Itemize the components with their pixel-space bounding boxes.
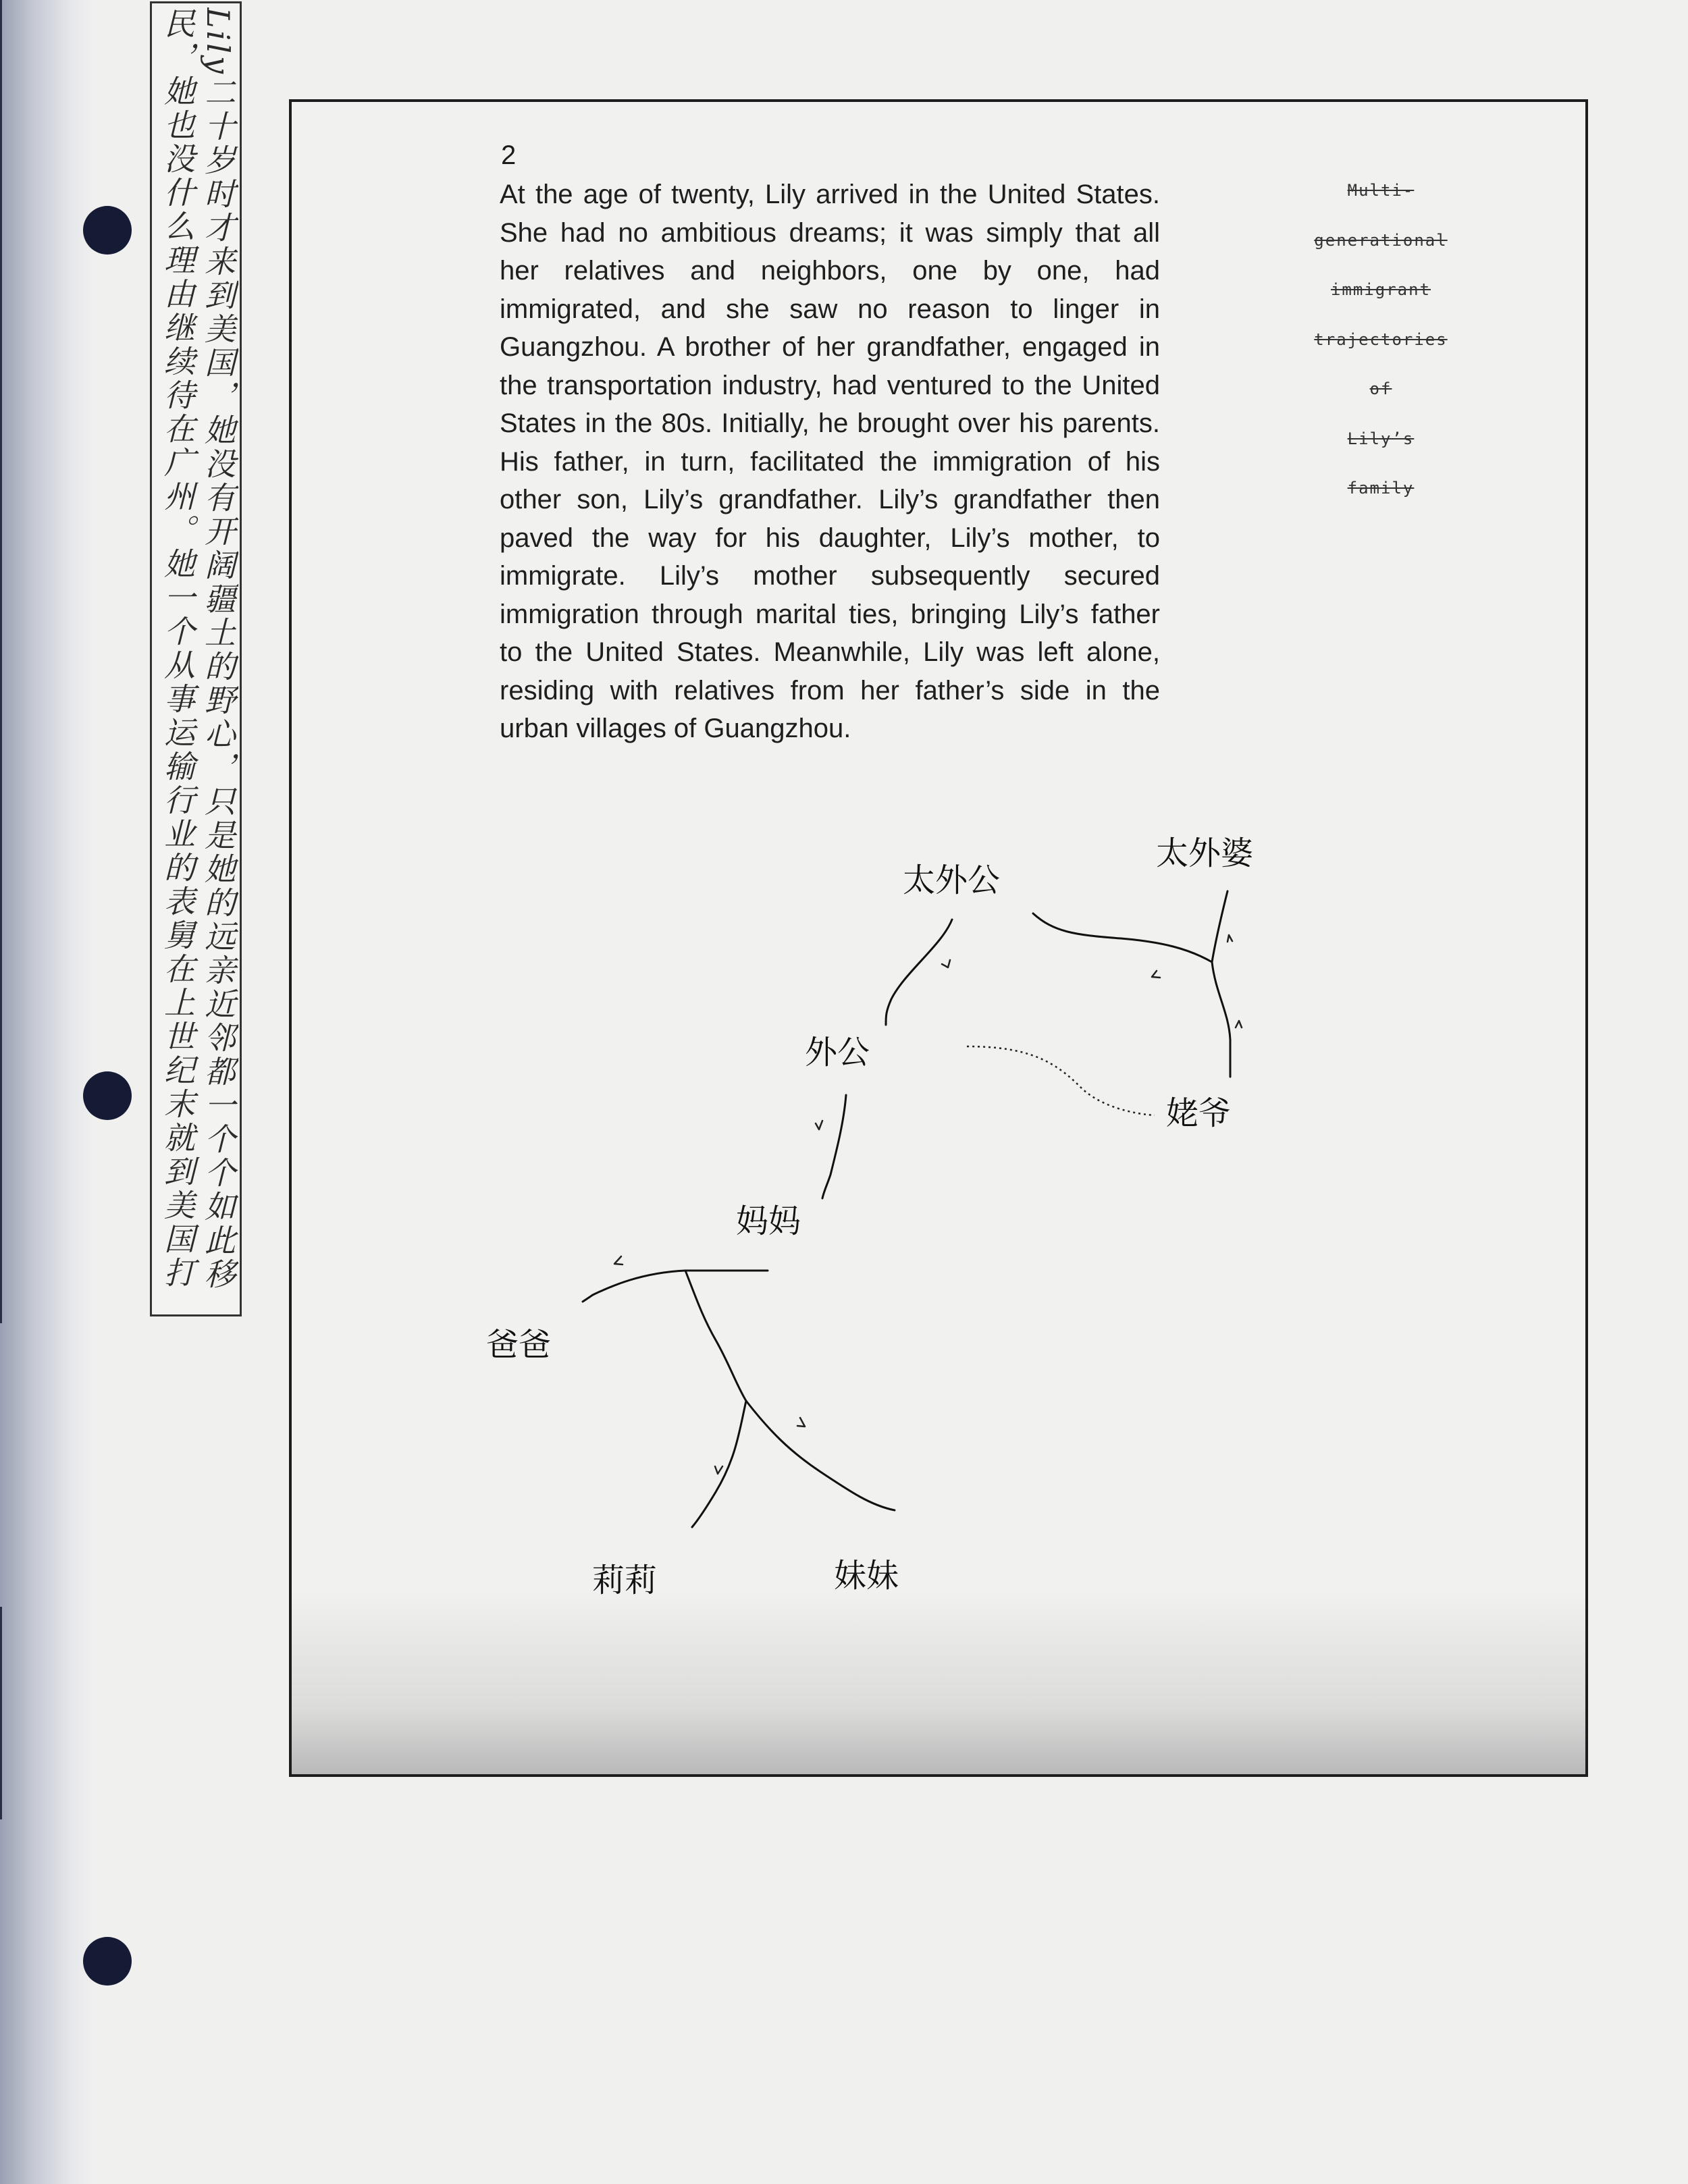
arrow-mark	[715, 1466, 722, 1474]
arrow-mark	[797, 1418, 805, 1427]
body-paragraph: At the age of twenty, Lily arrived in the United States. She had no ambitious dreams; it was simply that all her relatives and neighbors, one by one, had immigrated, and she saw no reason to linger in Guangzhou. A brother of her grandfather, engaged in the transportation industry, had ventured to the United States in the 80s. Initially, he brought over his parents. His father, in turn, facilitated the immigration of his other son, Lily’s grandfather. Lily’s grandfather then paved the way for his daughter, Lily’s mother, to immigrate. Lily’s mother subsequently secured immigration through marital ties, bringing Lily’s father to the United States. Meanwhile, Lily was left alone, residing with relatives from her father’s side in the urban villages of Guangzhou.	[500, 180, 1160, 743]
label-father: 爸爸	[486, 1326, 552, 1364]
arrow-mark	[1152, 971, 1160, 978]
label-great-uncle: 姥爷	[1166, 1094, 1232, 1132]
link-mother-father	[583, 1271, 768, 1302]
link-grandfather-great-uncle	[967, 1046, 1155, 1115]
handwritten-note-text: Lily二十岁时才来到美国，她没有开阔疆土的野心，只是她的远亲近邻都一个个如此移民，她也没什么理由继续待在广州。她一个从事运输行业的表舅在上世纪末就到美国打	[159, 7, 236, 1291]
label-younger-sister: 妹妹	[834, 1557, 899, 1595]
label-lily: 莉莉	[592, 1562, 658, 1599]
page-number: 2	[501, 140, 517, 170]
link-great-grandfather-grandfather	[886, 920, 952, 1025]
arrow-mark	[942, 960, 950, 967]
side-title-line: family	[1347, 479, 1415, 498]
side-title-line: of	[1369, 379, 1392, 398]
link-great-uncle-junction	[1212, 962, 1230, 1077]
side-title-line: Multi-	[1347, 181, 1415, 200]
link-great-grandmother-junction	[1212, 891, 1228, 962]
arrow-mark	[1228, 935, 1232, 942]
label-great-grandmother: 太外婆	[1156, 834, 1254, 872]
label-grandfather: 外公	[805, 1034, 870, 1071]
arrow-mark	[816, 1121, 822, 1129]
label-mother: 妈妈	[736, 1202, 801, 1240]
side-title-line: immigrant	[1330, 280, 1431, 299]
arrow-mark	[614, 1256, 623, 1264]
link-grandfather-mother	[822, 1095, 846, 1198]
link-great-grandfather-junction	[1033, 913, 1212, 962]
side-title-line: generational	[1314, 230, 1448, 250]
arrow-mark	[1236, 1021, 1242, 1028]
link-junction-sister	[746, 1401, 895, 1510]
side-title-line: trajectories	[1314, 329, 1448, 349]
label-great-grandfather: 太外公	[903, 861, 1001, 899]
link-junction-lily	[692, 1401, 746, 1527]
side-title-line: Lily’s	[1347, 429, 1415, 448]
link-mother-children	[685, 1271, 746, 1401]
